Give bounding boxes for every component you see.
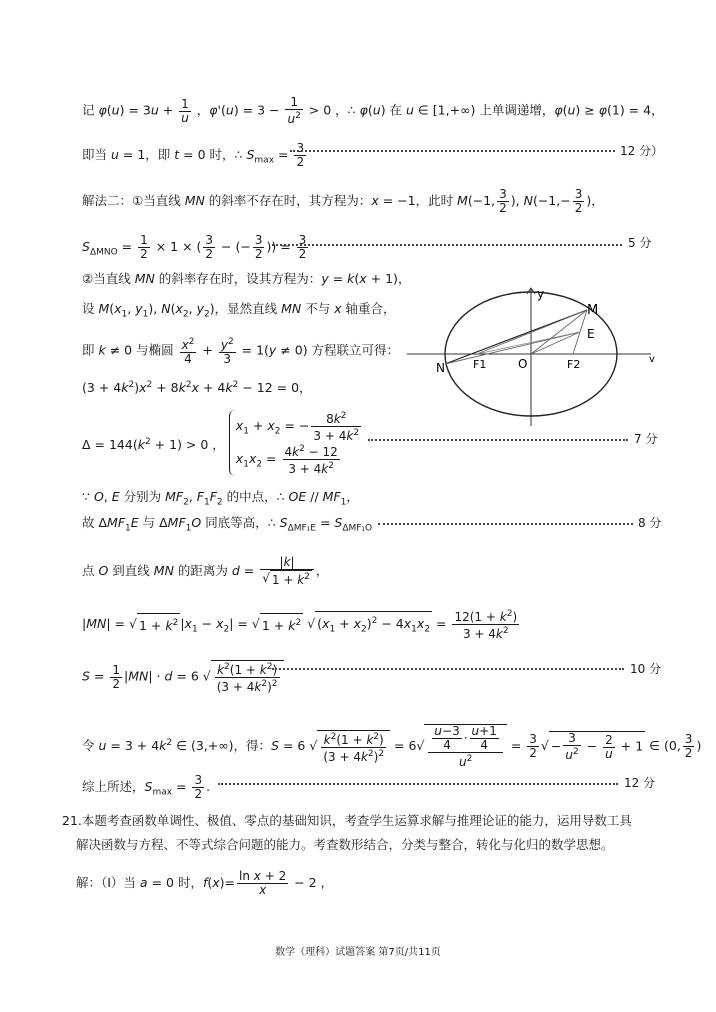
q21-intro-1: 21.本题考查函数单调性、极值、零点的基础知识，考查学生运算求解与推理论证的能力，运用导数工具: [62, 813, 632, 828]
text-line-3: 解法二：①当直线 MN 的斜率不存在时，其方程为：x = −1，此时 M(−1, $\frac{3}{2}$ ), N(−1,− $\frac{3}{2}$ )，: [82, 187, 604, 215]
leader-dots: [272, 244, 622, 246]
text-line-9: $\Delta = 144(k^2 + 1) > 0$ ， $x_1 + x_2$ = − $\frac{8k^2}{3 + 4k^2}$ $x_1x_2$ = $\frac{4k^2 - 12}{3 + 4k^2}$: [82, 410, 363, 476]
segment-MF1: [477, 310, 587, 354]
text-line-11: 故 $\Delta MF_1E$ 与 $\Delta MF_1O$ 同底等高，∴ $S_{\Delta MF_1E} = S_{\Delta MF_1O}$: [82, 515, 373, 534]
text-line-16: 综上所述，$S_{max}$ = $\frac{3}{2}$ .: [82, 773, 211, 801]
leader-dots: [272, 668, 624, 670]
page-footer: 数学（理科）试题答案 第7页/共11页: [275, 947, 441, 958]
label-F1: F1: [473, 358, 487, 371]
score-10: 10 分: [630, 662, 662, 676]
score-8: 8 分: [638, 516, 662, 530]
text-line-6: 设 $M(x_1$, $y_1$), $N(x_2$, $y_2$)，显然直线 MN 不与 x 轴重合，: [82, 301, 396, 320]
label-F2: F2: [567, 358, 581, 371]
text-line-8: $(3 + 4k^2)x^2 + 8k^2x + 4k^2 - 12 = 0$，: [82, 380, 312, 396]
label-N: N: [436, 361, 445, 375]
label-E: E: [587, 327, 595, 341]
score-12b: 12 分: [624, 776, 656, 790]
text-line-14: S = $\frac{1}{2}$ |MN| · d = 6 √ $\frac{k^2(1 + k^2)}{(3 + 4k^2)^2}$: [82, 660, 284, 694]
text-line-13: |MN| = √ $1 + k^2$ $|x_1 - x_2|$ = √ $1 + k^2$ √ $(x_1 + x_2)^2 - 4x_1x_2$ = $\frac{12(1 + k^2)}{3 + 4k^2}$: [82, 609, 518, 641]
text-line-10: ∵ O, E 分别为 $MF_2$, $F_1F_2$ 的中点，∴ OE // $MF_1$，: [82, 489, 359, 508]
leader-dots: [290, 150, 615, 152]
score-5: 5 分: [628, 236, 652, 250]
q21-solution-start: 解：（Ⅰ）当 a = 0 时，f(x)= $\frac{\text{ln x + 2}}{x}$ − 2 ，: [76, 869, 334, 897]
q21-intro-2: 解决函数与方程、不等式综合问题的能力。考查数形结合，分类与整合，转化与化归的数学思想。: [76, 837, 614, 852]
text-line-12: 点 O 到直线 MN 的距离为 d = $\frac{|k|}{√ 1 + k^2}$ ，: [82, 555, 329, 587]
text-line-2: 即当 u = 1，即 t = 0 时，∴ $S_{max}$ = $\frac{3}{2}$: [82, 141, 305, 169]
label-O: O: [518, 357, 528, 371]
leader-dots: [378, 523, 633, 525]
text-line-4: $S_{\Delta MNO}$ = $\frac{1}{2}$ × 1 × ( $\frac{3}{2}$ − (− $\frac{3}{2}$ )) = $\frac{3}{2}$: [82, 233, 307, 261]
score-7: 7 分: [634, 432, 658, 446]
score-12a: 12 分）: [620, 144, 664, 158]
label-x: v: [649, 354, 655, 365]
segment-NE: [445, 332, 580, 364]
ellipse-figure: [405, 280, 675, 440]
segment-F1E: [477, 332, 580, 354]
leader-dots: [218, 783, 618, 785]
label-M: M: [587, 303, 599, 318]
equation-system: $x_1 + x_2$ = − $\frac{8k^2}{3 + 4k^2}$ $x_1x_2$ = $\frac{4k^2 - 12}{3 + 4k^2}$: [229, 410, 363, 476]
label-y: y: [537, 287, 545, 301]
text-line-15: 令 $u = 3 + 4k^2$ ∈ (3,+∞)，得：S = 6 √ $\frac{k^2(1 + k^2)}{(3 + 4k^2)^2}$ = 6√ $\frac{u-3}{4}$ · $\frac{u+1}{4}$ $u^2$ = $\frac{3}{2}$ √ − $\frac{3}{u^2}$ − $\frac{2}{u}$ + 1 ∈ (0, $\frac{3}{2}$ ): [82, 724, 702, 769]
text-line-1: 记 φ(u) = 3u + $\frac{1}{u}$ ，φ'(u) = 3 − $\frac{1}{u^2}$ > 0 ，∴ φ(u) 在 u ∈ [1,+∞) 上单调递增，φ(u) ≥ φ(1) = 4，: [82, 95, 664, 126]
text-line-7: 即 k ≠ 0 与椭圆 $\frac{x^2}{4}$ + $\frac{y^2}{3}$ = 1(y ≠ 0) 方程联立可得：: [82, 337, 400, 366]
text-line-5: ②当直线 MN 的斜率存在时，设其方程为：y = k(x + 1)，: [82, 271, 411, 286]
